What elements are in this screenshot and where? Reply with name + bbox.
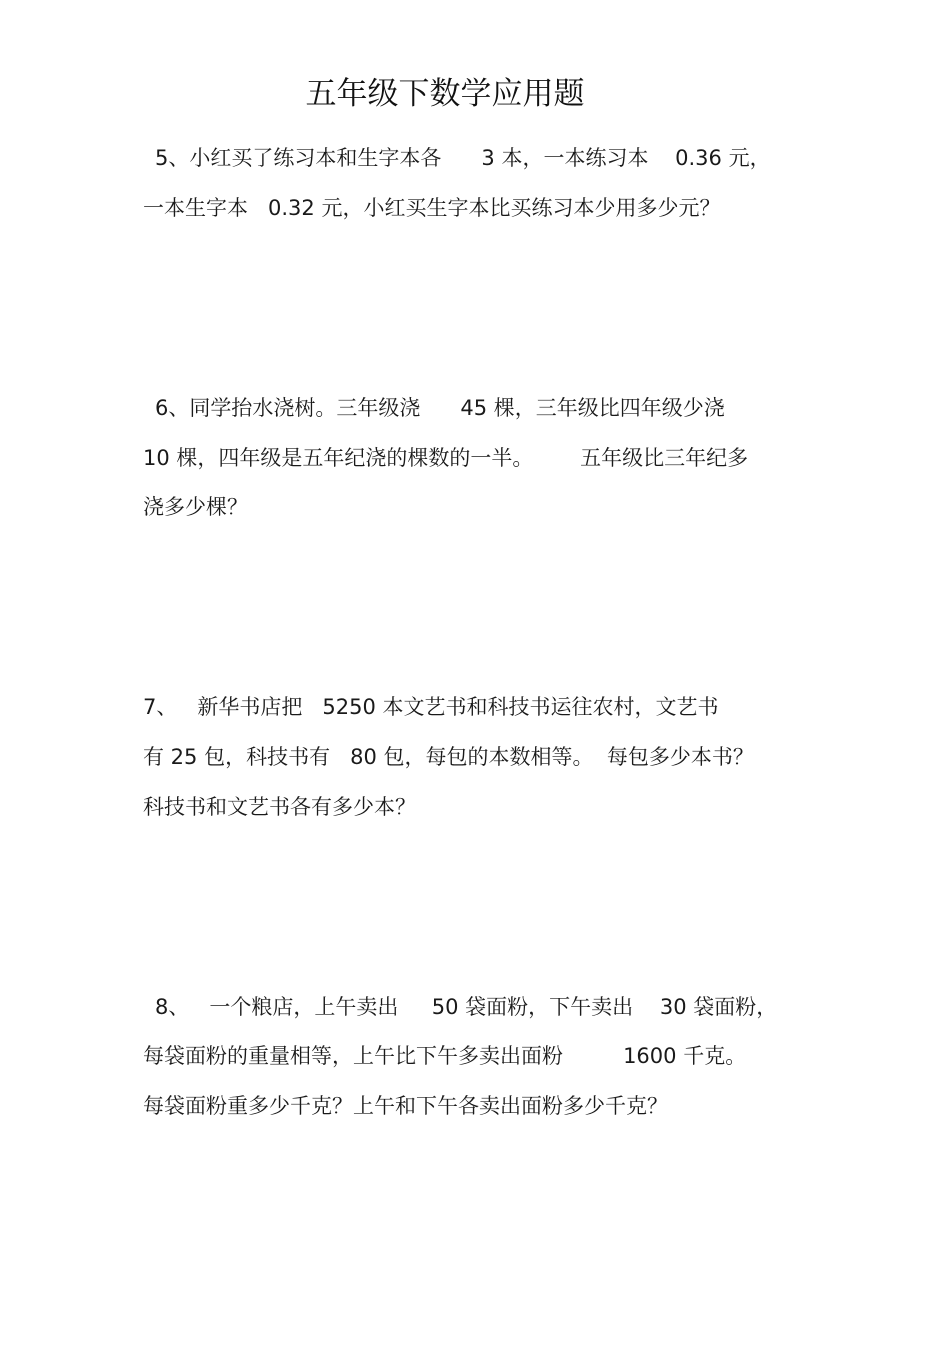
- problem-8-line-3: 每袋面粉重多少千克？上午和下午各卖出面粉多少千克？: [143, 1094, 668, 1118]
- problem-6-line-3: 浇多少棵？: [143, 495, 248, 519]
- problem-8-line-2: 每袋面粉的重量相等，上午比下午多卖出面粉 1600 千克。: [143, 1044, 747, 1068]
- page-title: 五年级下数学应用题: [305, 76, 585, 112]
- problem-5-line-1: 5、小红买了练习本和生字本各 3 本，一本练习本 0.36 元，: [155, 146, 771, 170]
- problem-7-line-2: 有 25 包，科技书有 80 包，每包的本数相等。 每包多少本书？: [143, 745, 754, 769]
- problem-6-line-2: 10 棵，四年级是五年纪浇的棵数的一半。 五年级比三年纪多: [143, 446, 749, 470]
- problem-5-line-2: 一本生字本 0.32 元，小红买生字本比买练习本少用多少元？: [143, 196, 721, 220]
- problem-7-line-3: 科技书和文艺书各有多少本？: [143, 795, 416, 819]
- problem-6-line-1: 6、同学抬水浇树。三年级浇 45 棵，三年级比四年级少浇: [155, 396, 725, 420]
- problem-8-line-1: 8、 一个粮店，上午卖出 50 袋面粉，下午卖出 30 袋面粉，: [155, 995, 778, 1019]
- problem-7-line-1: 7、 新华书店把 5250 本文艺书和科技书运往农村，文艺书: [143, 695, 719, 719]
